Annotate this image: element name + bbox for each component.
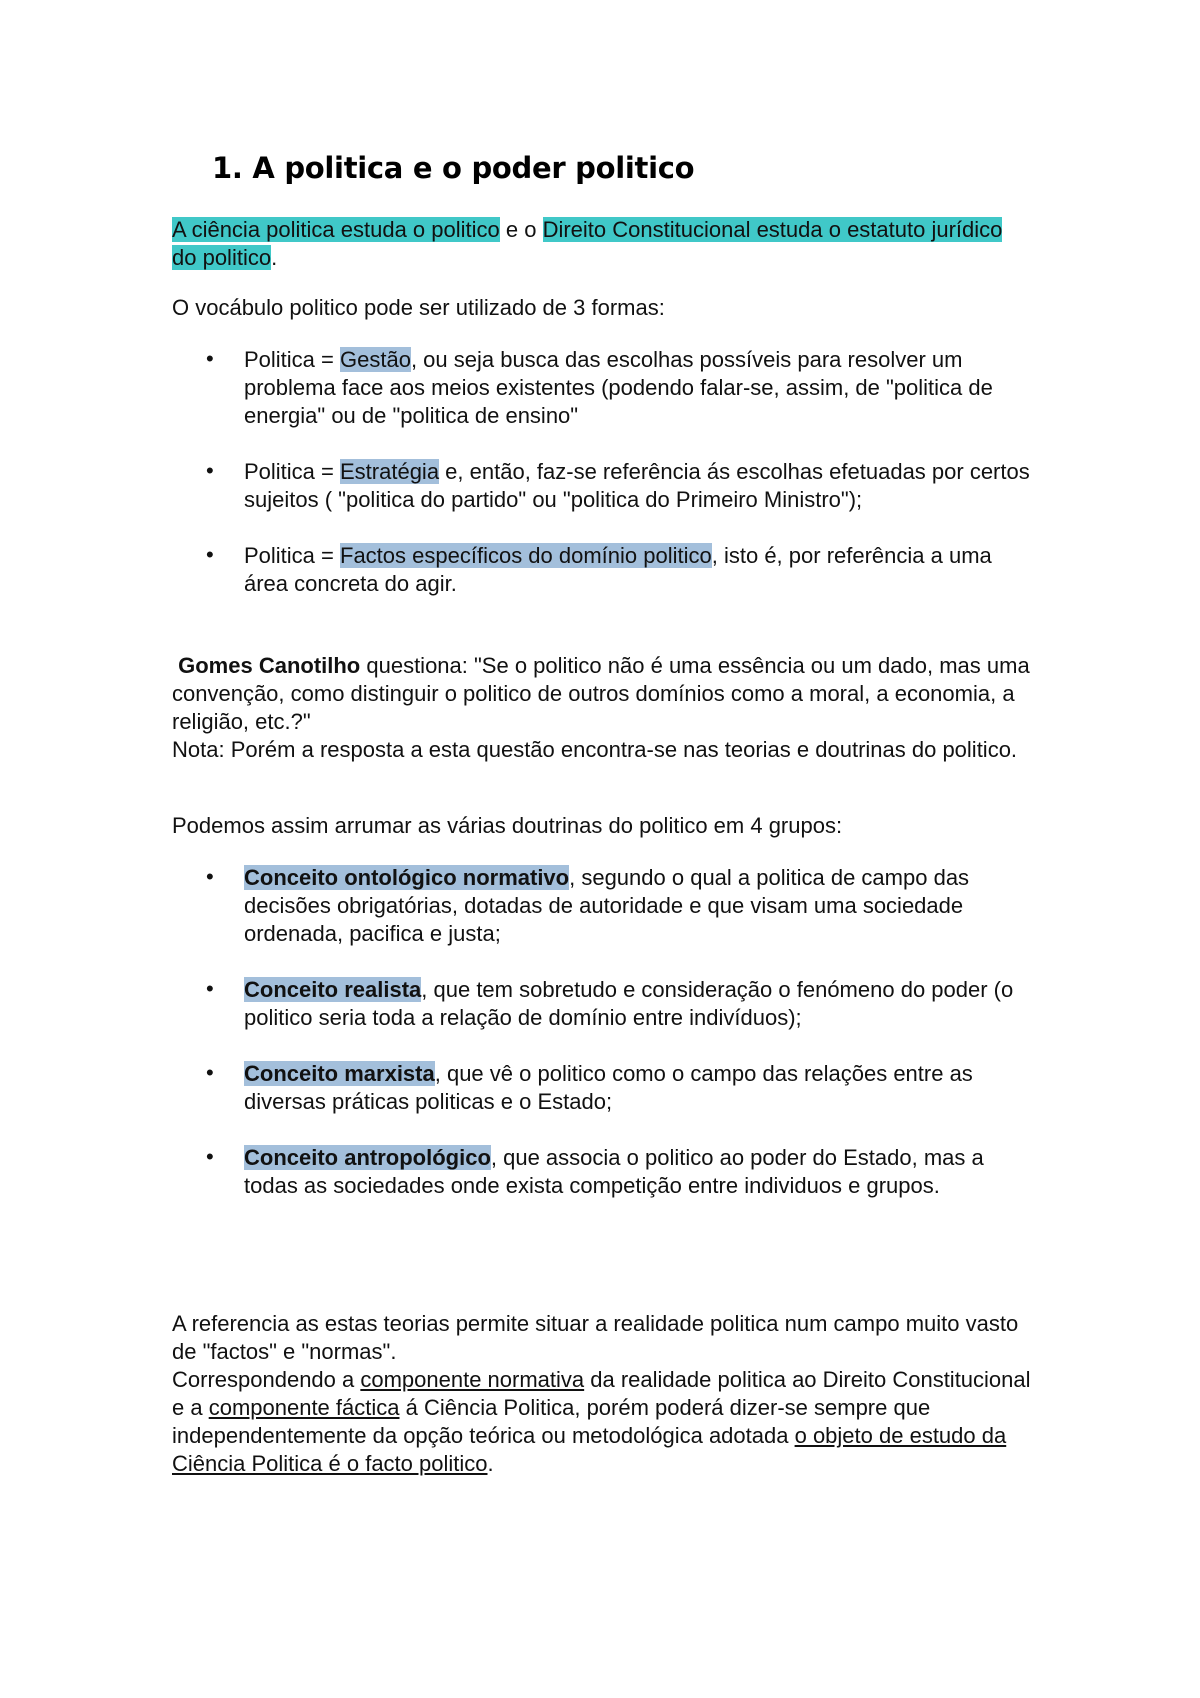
conclusao-text: á Ciência Politica, porém poderá dizer-se sempre que independentemente da opção teórica ou metodológica adotada xyxy=(172,1395,931,1448)
conceito-text: , que tem sobretudo e consideração o fenómeno do poder (o politico seria toda a relação de domínio entre indivíduos); xyxy=(244,977,1014,1030)
canotilho-quote: questiona: "Se o politico não é uma essência ou um dado, mas uma convenção, como distinguir o politico de outros domínios como a moral, a economia, a religião, etc.?" xyxy=(172,653,1030,734)
underline-componente-normativa: componente normativa xyxy=(360,1367,585,1392)
conceito-text: , segundo o qual a politica de campo das decisões obrigatórias, dotadas de autoridade e que visam uma sociedade ordenada, pacifica e justa; xyxy=(244,865,970,946)
conceito-text: , que vê o politico como o campo das relações entre as diversas práticas politicas e o Estado; xyxy=(244,1061,973,1114)
bullet-icon: • xyxy=(206,1060,214,1085)
highlight-estrategia: Estratégia xyxy=(340,459,440,484)
conclusao-paragraph xyxy=(172,1366,1032,1478)
forma-prefix: Politica = xyxy=(244,459,340,484)
underline-componente-factica: componente fáctica xyxy=(208,1395,400,1420)
list-item-conceito-realista xyxy=(172,976,1032,1032)
highlight-conceito-ontologico: Conceito ontológico normativo xyxy=(244,865,570,890)
conceitos-list xyxy=(172,864,1032,1200)
formas-list xyxy=(172,346,1032,598)
bullet-icon: • xyxy=(206,346,214,371)
section-heading: 1. A politica e o poder politico xyxy=(212,151,695,185)
forma-text: , ou seja busca das escolhas possíveis para resolver um problema face aos meios existentes (podendo falar-se, assim, de "politica de energia" ou de "politica de ensino" xyxy=(244,347,993,428)
highlight-conceito-antropologico: Conceito antropológico xyxy=(244,1145,491,1170)
nota-paragraph: Nota: Porém a resposta a esta questão encontra-se nas teorias e doutrinas do politico. xyxy=(172,737,1018,762)
list-item-gestao xyxy=(172,346,1032,430)
list-item-factos xyxy=(172,542,1032,598)
bullet-icon: • xyxy=(206,458,214,483)
list-item-estrategia xyxy=(172,458,1032,514)
bullet-icon: • xyxy=(206,976,214,1001)
author-name: Gomes Canotilho xyxy=(178,653,361,678)
underline-objeto-de-estudo: o objeto de estudo da Ciência Politica é o facto politico xyxy=(172,1423,1007,1476)
forma-text: , isto é, por referência a uma área concreta do agir. xyxy=(244,543,992,596)
forma-prefix: Politica = xyxy=(244,543,340,568)
canotilho-paragraph xyxy=(172,652,1032,736)
highlight-gestao: Gestão xyxy=(340,347,411,372)
referencia-paragraph: A referencia as estas teorias permite situar a realidade politica num campo muito vasto de "factos" e "normas". xyxy=(172,1311,1019,1364)
conceito-text: , que associa o politico ao poder do Estado, mas a todas as sociedades onde exista competição entre individuos e grupos. xyxy=(244,1145,984,1198)
forma-prefix: Politica = xyxy=(244,347,340,372)
forma-text: e, então, faz-se referência ás escolhas efetuadas por certos sujeitos ( "politica do partido" ou "politica do Primeiro Ministro"); xyxy=(244,459,1030,512)
intro-end: . xyxy=(271,245,278,270)
bullet-icon: • xyxy=(206,864,214,889)
highlight-factos: Factos específicos do domínio politico xyxy=(340,543,712,568)
highlight-conceito-realista: Conceito realista xyxy=(244,977,422,1002)
highlight-conceito-marxista: Conceito marxista xyxy=(244,1061,435,1086)
grupos-intro: Podemos assim arrumar as várias doutrinas do politico em 4 grupos: xyxy=(172,813,843,838)
intro-connector: e o xyxy=(499,217,543,242)
bullet-icon: • xyxy=(206,542,214,567)
conclusao-text: da realidade politica ao Direito Constitucional e a xyxy=(172,1367,1031,1420)
highlight-direito-constitucional: Direito Constitucional estuda o estatuto jurídico do politico xyxy=(172,217,1003,270)
highlight-ciencia-politica: A ciência politica estuda o politico xyxy=(172,217,500,242)
conclusao-end: . xyxy=(487,1451,494,1476)
conclusao-text: Correspondendo a xyxy=(172,1367,361,1392)
formas-intro: O vocábulo politico pode ser utilizado de 3 formas: xyxy=(172,295,665,320)
list-item-conceito-marxista xyxy=(172,1060,1032,1116)
bullet-icon: • xyxy=(206,1144,214,1169)
list-item-conceito-ontologico xyxy=(172,864,1032,948)
list-item-conceito-antropologico xyxy=(172,1144,1032,1200)
intro-paragraph xyxy=(172,216,1032,272)
